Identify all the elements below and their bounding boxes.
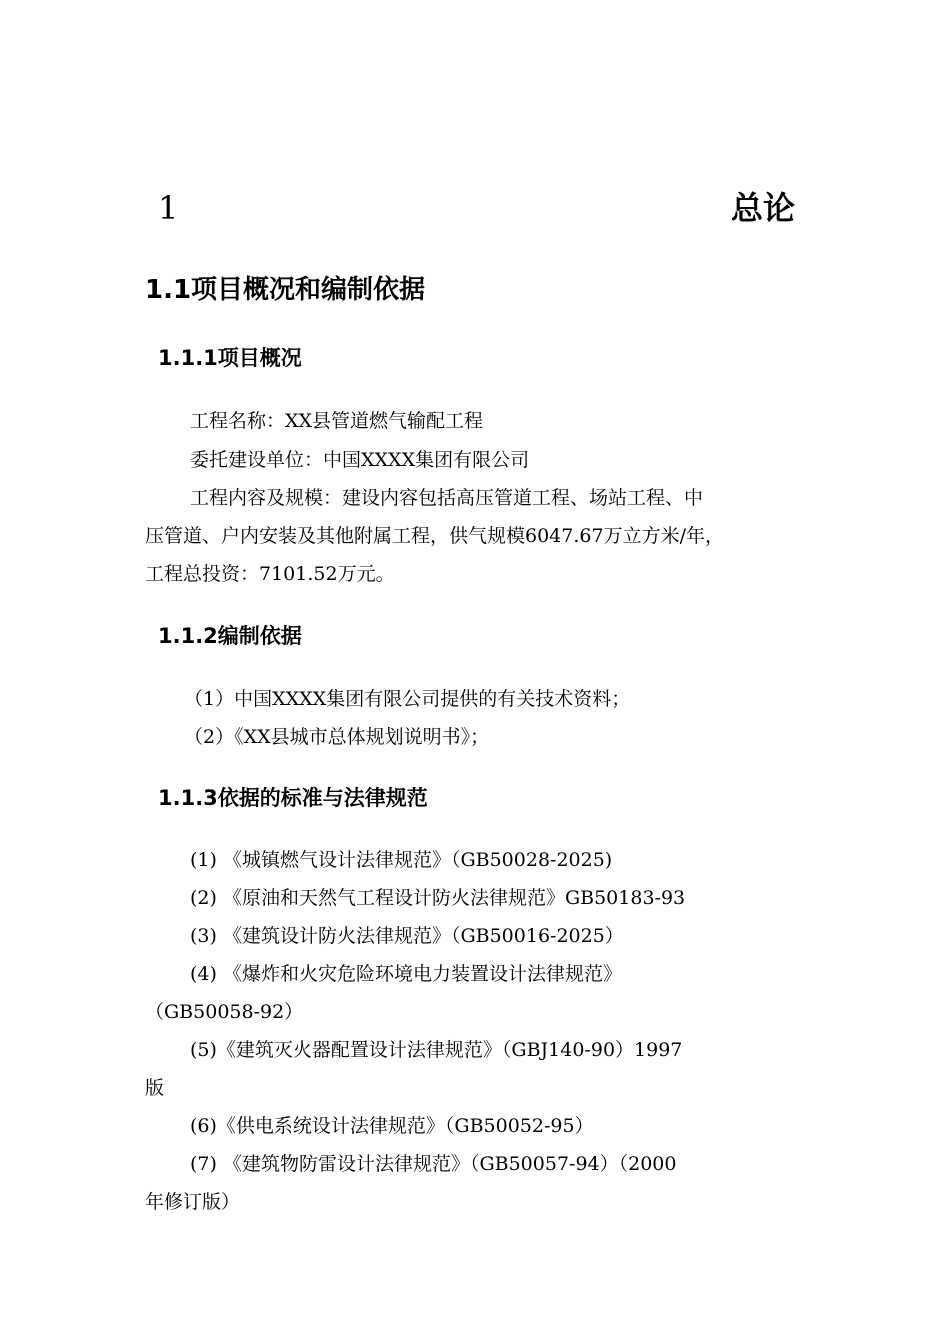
section-heading: 1.1项目概况和编制依据 — [145, 275, 426, 305]
standard-line: (3) 《建筑设计防火法律规范》（GB50016-2025） — [190, 925, 624, 947]
standard-line: 版 — [145, 1077, 165, 1099]
basis-item: （1）中国XXXX集团有限公司提供的有关技术资料； — [184, 688, 631, 710]
standard-line: （GB50058-92） — [145, 1001, 304, 1023]
basis-item: （2）《XX县城市总体规划说明书》； — [184, 726, 490, 748]
standard-line: (1) 《城镇燃气设计法律规范》（GB50028-2025) — [190, 849, 613, 871]
chapter-number: 1 — [158, 189, 179, 227]
standard-line: 年修订版） — [145, 1191, 241, 1213]
chapter-title: 总论 — [730, 189, 795, 227]
scope-line-1: 工程内容及规模：建设内容包括高压管道工程、场站工程、中 — [190, 487, 704, 509]
standard-line: (6)《供电系统设计法律规范》（GB50052-95） — [190, 1115, 594, 1137]
standard-line: (7) 《建筑物防雷设计法律规范》（GB50057-94）（2000 — [190, 1153, 677, 1175]
scope-line-3: 工程总投资：7101.52万元。 — [145, 563, 395, 585]
subsection-heading-standards: 1.1.3依据的标准与法律规范 — [158, 786, 428, 810]
standard-line: (2) 《原油和天然气工程设计防火法律规范》GB50183-93 — [190, 887, 686, 909]
subsection-heading-overview: 1.1.1项目概况 — [158, 346, 302, 370]
project-name-line: 工程名称：XX县管道燃气输配工程 — [190, 410, 484, 432]
client-line: 委托建设单位：中国XXXX集团有限公司 — [190, 449, 530, 471]
subsection-heading-basis: 1.1.2编制依据 — [158, 624, 302, 648]
standard-line: (4) 《爆炸和火灾危险环境电力装置设计法律规范》 — [190, 963, 622, 985]
scope-line-2: 压管道、户内安装及其他附属工程，供气规模6047.67万立方米/年， — [145, 525, 724, 547]
standard-line: (5)《建筑灭火器配置设计法律规范》（GBJ140-90）1997 — [190, 1039, 683, 1061]
